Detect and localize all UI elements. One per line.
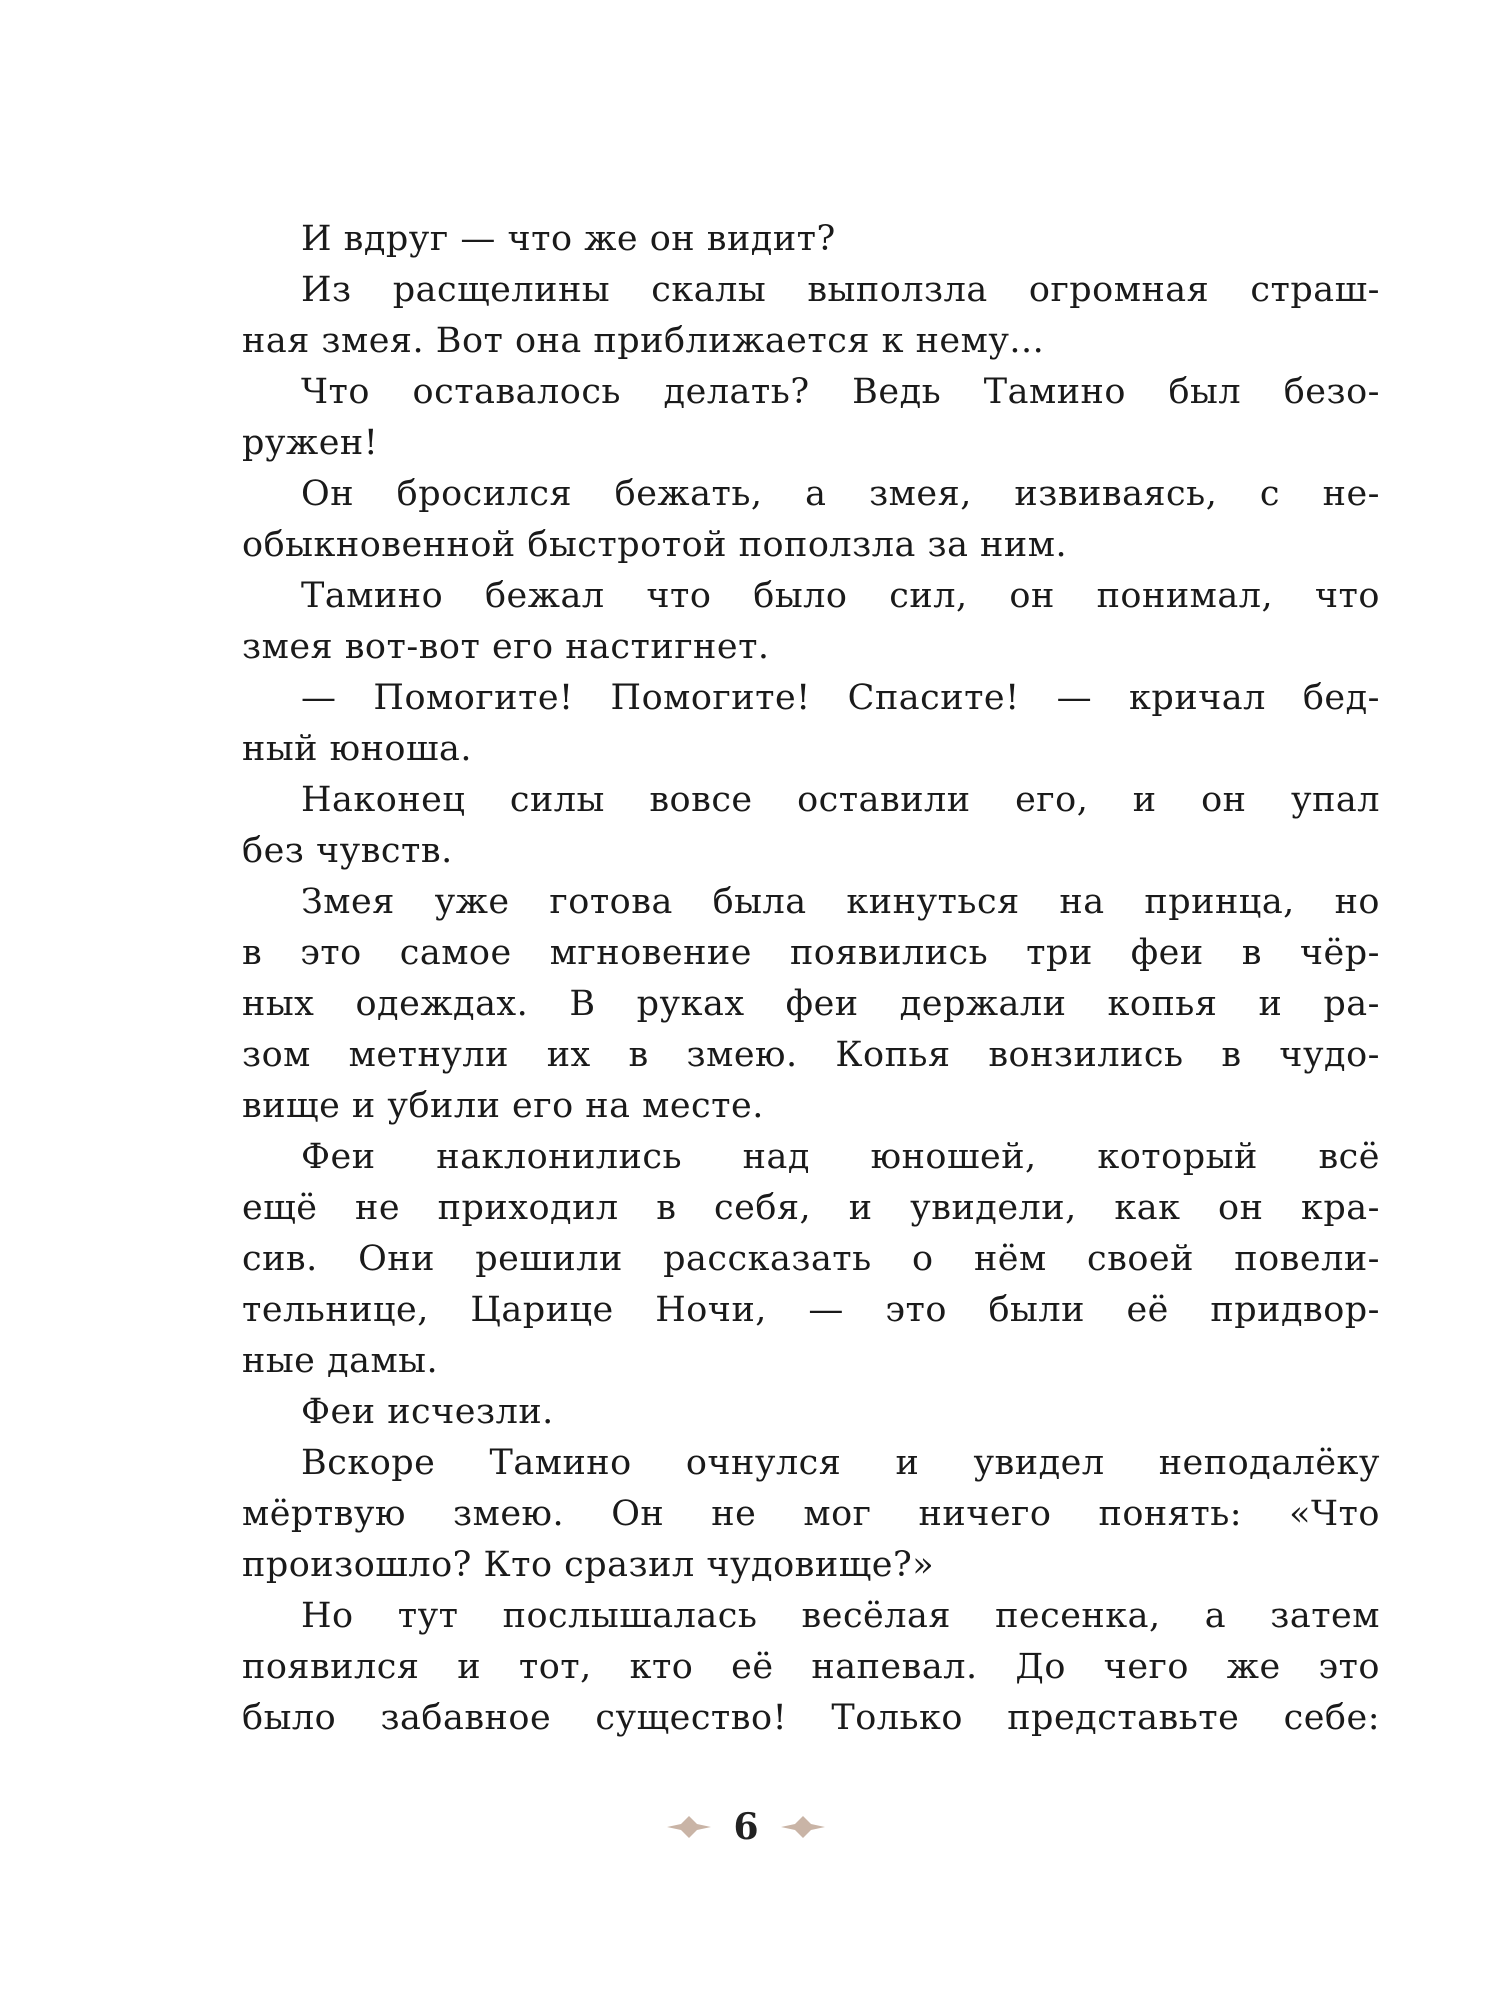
text-line: Змея уже готова была кинуться на принца, но	[301, 882, 1380, 922]
text-line: змея вот-вот его настигнет.	[242, 627, 770, 667]
text-line: вище и убили его на месте.	[242, 1086, 764, 1126]
body-text	[242, 214, 1380, 1744]
text-line: Из расщелины скалы выползла огромная страш-	[301, 270, 1380, 310]
text-line: ная змея. Вот она приближается к нему...	[242, 321, 1045, 361]
text-line: ружен!	[242, 423, 379, 463]
page-number: 6	[733, 1806, 759, 1848]
text-line: Что оставалось делать? Ведь Тамино был безо-	[301, 372, 1380, 412]
text-line: Феи наклонились над юношей, который всё	[301, 1137, 1380, 1177]
text-line: мёртвую змею. Он не мог ничего понять: «Что	[242, 1494, 1380, 1534]
text-line: ных одеждах. В руках феи держали копья и ра-	[242, 984, 1380, 1024]
text-line: произошло? Кто сразил чудовище?»	[242, 1545, 935, 1585]
text-line: — Помогите! Помогите! Спасите! — кричал бед-	[301, 678, 1380, 718]
text-line: сив. Они решили рассказать о нём своей повели-	[242, 1239, 1380, 1279]
text-line: зом метнули их в змею. Копья вонзились в чудо-	[242, 1035, 1380, 1075]
text-line: Вскоре Тамино очнулся и увидел неподалёку	[301, 1443, 1380, 1483]
right-ornament-icon	[781, 1816, 825, 1838]
text-line: было забавное существо! Только представьте себе:	[242, 1698, 1380, 1738]
text-line: без чувств.	[242, 831, 453, 871]
text-line: Он бросился бежать, а змея, извиваясь, с не-	[301, 474, 1380, 514]
text-line: ный юноша.	[242, 729, 473, 769]
page-footer	[0, 1797, 1492, 1857]
text-line: обыкновенной быстротой поползла за ним.	[242, 525, 1068, 565]
text-line: И вдруг — что же он видит?	[301, 219, 836, 259]
left-ornament-icon	[667, 1816, 711, 1838]
text-line: появился и тот, кто её напевал. До чего же это	[242, 1647, 1380, 1687]
text-line: Наконец силы вовсе оставили его, и он упал	[301, 780, 1380, 820]
text-line: ные дамы.	[242, 1341, 439, 1381]
text-line: Феи исчезли.	[301, 1392, 554, 1432]
text-line: тельнице, Царице Ночи, — это были её придвор-	[242, 1290, 1380, 1330]
text-line: Тамино бежал что было сил, он понимал, что	[301, 576, 1380, 616]
text-line: Но тут послышалась весёлая песенка, а затем	[301, 1596, 1380, 1636]
text-line: ещё не приходил в себя, и увидели, как он кра-	[242, 1188, 1380, 1228]
text-line: в это самое мгновение появились три феи в чёр-	[242, 933, 1380, 973]
